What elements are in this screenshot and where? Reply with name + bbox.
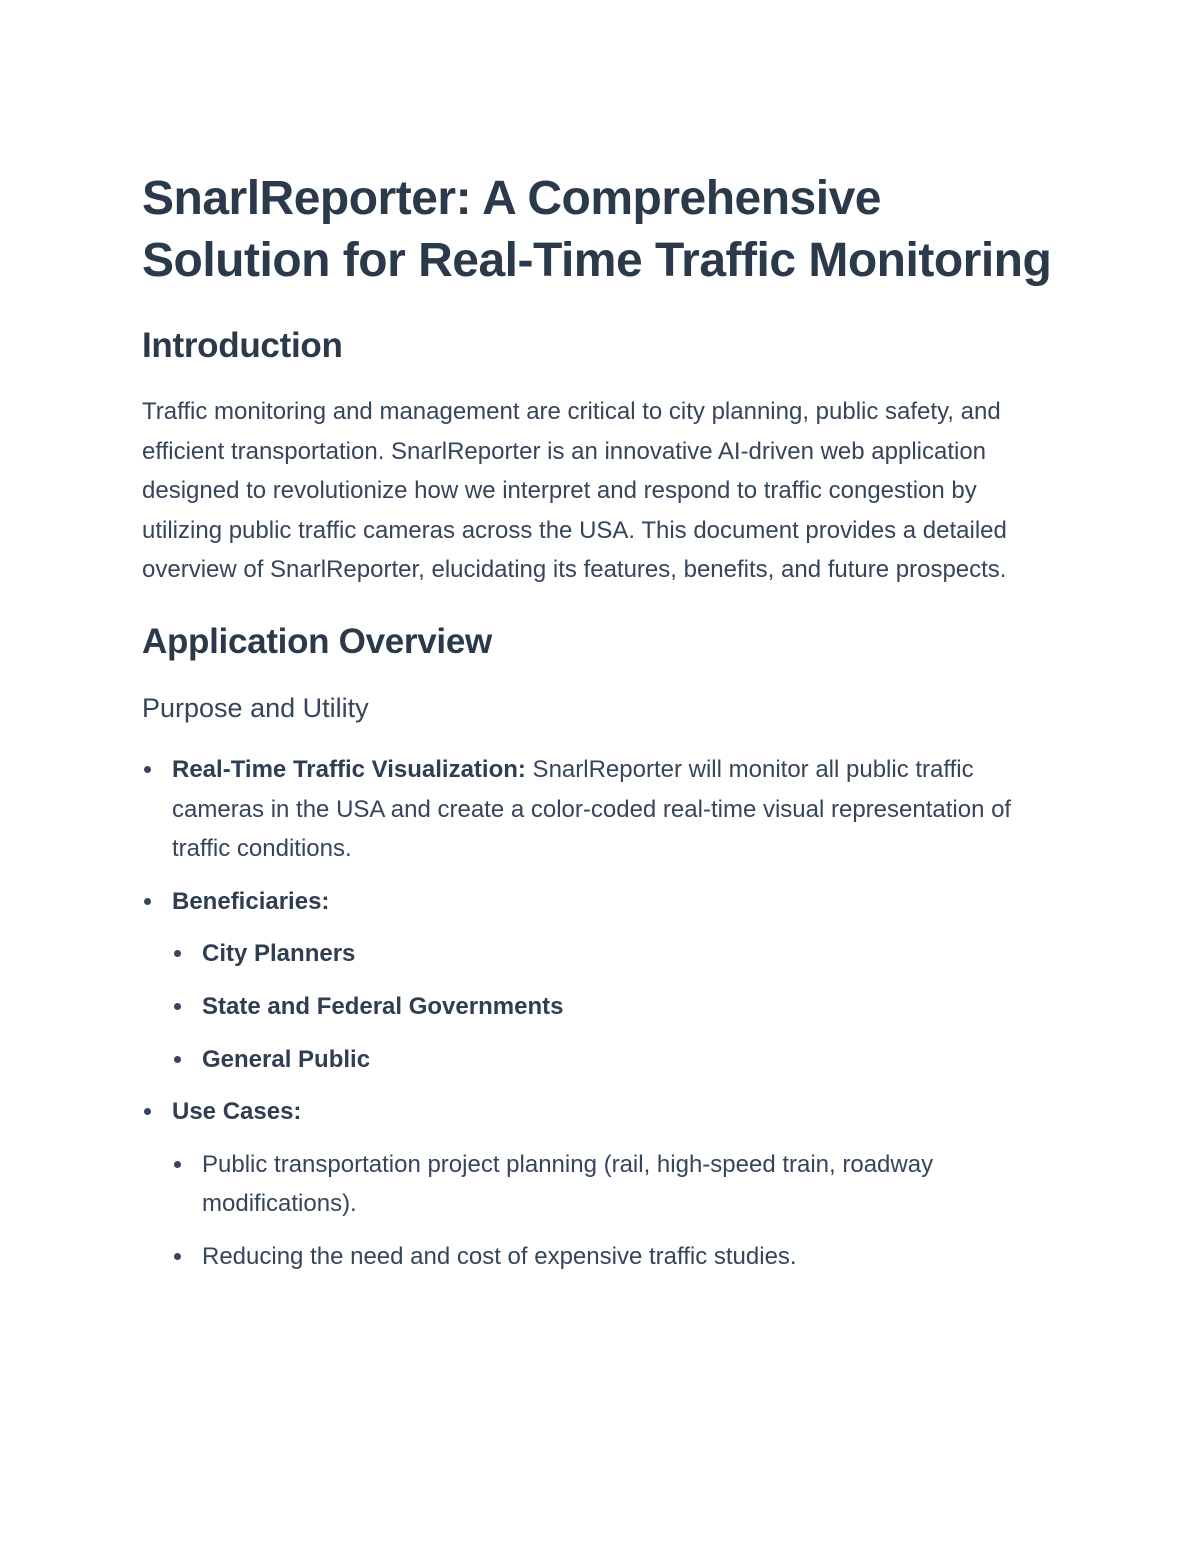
sublist-item-label: City Planners xyxy=(202,940,356,968)
sublist-item-text: Reducing the need and cost of expensive traffic studies. xyxy=(202,1242,797,1270)
introduction-paragraph: Traffic monitoring and management are critical to city planning, public safety, and efficient transportation. SnarlReporter is an innovative AI-driven web application designed to revolutionize how we interpret and respond to traffic congestion by utilizing public traffic cameras across the USA. This document provides a detailed overview of SnarlReporter, elucidating its features, benefits, and future prospects. xyxy=(142,398,1007,584)
list-item-label: Use Cases: xyxy=(172,1098,302,1126)
sublist-item-label: General Public xyxy=(202,1045,371,1073)
application-overview-heading: Application Overview xyxy=(142,621,492,661)
document-page xyxy=(142,168,1062,1290)
bullet-icon xyxy=(144,766,151,773)
beneficiaries-sublist xyxy=(172,934,1062,1079)
bullet-icon xyxy=(174,1253,181,1260)
sublist-item-label: State and Federal Governments xyxy=(202,992,564,1020)
sublist-item xyxy=(172,987,1062,1027)
overview-list xyxy=(142,750,1062,1277)
use-cases-sublist xyxy=(172,1145,1062,1277)
bullet-icon xyxy=(144,898,151,905)
sublist-item xyxy=(172,1040,1062,1080)
bullet-icon xyxy=(144,1108,151,1115)
list-item-label: Real-Time Traffic Visualization: xyxy=(172,755,526,783)
list-item-label: Beneficiaries: xyxy=(172,887,330,915)
list-item-beneficiaries xyxy=(142,882,1062,1079)
sublist-item xyxy=(172,934,1062,974)
document-title: SnarlReporter: A Comprehensive Solution for Real-Time Traffic Monitoring xyxy=(142,172,1052,287)
sublist-item xyxy=(172,1237,1062,1277)
bullet-icon xyxy=(174,1161,181,1168)
list-item-text: SnarlReporter will monitor all public traffic cameras in the USA and create a color-coded real-time visual representation of traffic conditions. xyxy=(172,755,1012,863)
list-item-use-cases xyxy=(142,1092,1062,1276)
list-item-realtime xyxy=(142,750,1062,869)
sublist-item xyxy=(172,1145,1062,1224)
bullet-icon xyxy=(174,1003,181,1010)
bullet-icon xyxy=(174,950,181,957)
sublist-item-text: Public transportation project planning (rail, high-speed train, roadway modifications). xyxy=(202,1150,934,1218)
introduction-heading: Introduction xyxy=(142,326,343,365)
bullet-icon xyxy=(174,1056,181,1063)
purpose-utility-subheading: Purpose and Utility xyxy=(142,692,369,723)
